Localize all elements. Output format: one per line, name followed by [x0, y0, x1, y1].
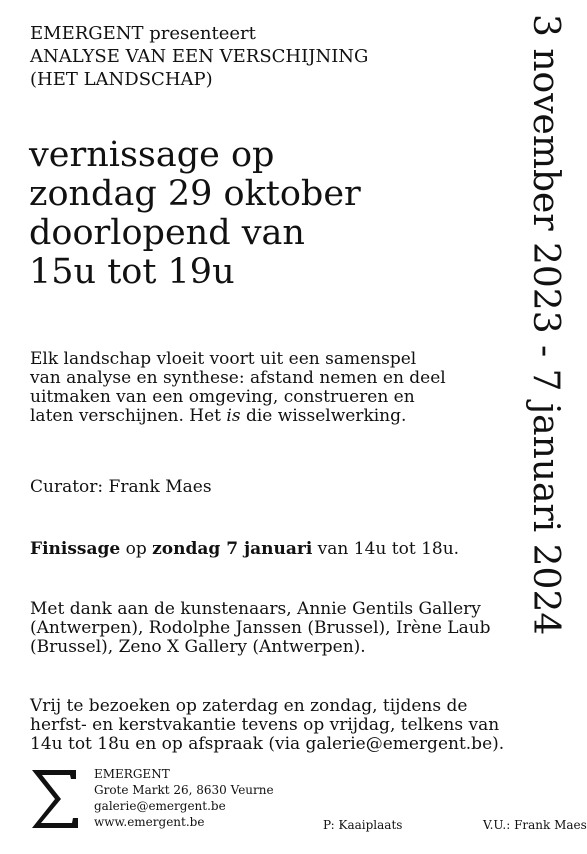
header — [30, 22, 368, 91]
footer-email[interactable]: galerie@emergent.be — [94, 799, 226, 813]
vernissage-line-3: doorlopend van — [29, 213, 305, 253]
finissage-label: Finissage — [30, 539, 121, 559]
footer-address: Grote Markt 26, 8630 Veurne — [94, 783, 274, 797]
intro-line-4-start: laten verschijnen. Het — [30, 406, 227, 426]
curator-credit: Curator: Frank Maes — [30, 477, 212, 497]
intro-line-4-end: die wisselwerking. — [240, 406, 407, 426]
presenter-line: EMERGENT presenteert — [30, 23, 256, 44]
finissage-info — [30, 540, 459, 559]
visit-line-3: 14u tot 18u en op afspraak (via galerie@emergent.be). — [30, 734, 505, 754]
footer-contact — [94, 766, 274, 830]
intro-line-1: Elk landschap vloeit voort uit een samenspel — [30, 349, 417, 369]
visit-line-2: herfst- en kerstvakantie tevens op vrijdag, telkens van — [30, 715, 500, 735]
vertical-dates: 3 november 2023 - 7 januari 2024 — [525, 14, 566, 636]
intro-line-2: van analyse en synthese: afstand nemen en deel — [30, 368, 446, 388]
intro-paragraph — [30, 350, 446, 426]
vernissage-heading — [29, 136, 361, 292]
thanks-line-1: Met dank aan de kunstenaars, Annie Gentils Gallery — [30, 599, 481, 619]
vernissage-line-1: vernissage op — [29, 135, 275, 175]
visit-paragraph — [30, 697, 504, 754]
thanks-line-3: (Brussel), Zeno X Gallery (Antwerpen). — [30, 637, 366, 657]
vernissage-line-4: 15u tot 19u — [29, 252, 235, 292]
printer-credit: P: Kaaiplaats — [323, 818, 403, 832]
intro-emphasis: is — [226, 406, 241, 426]
visit-line-1: Vrij te bezoeken op zaterdag en zondag, tijdens de — [30, 696, 468, 716]
intro-line-3: uitmaken van een omgeving, construeren en — [30, 387, 415, 407]
sigma-logo-icon — [30, 768, 80, 830]
finissage-text-1: op — [120, 539, 153, 559]
thanks-paragraph — [30, 600, 491, 657]
footer-website[interactable]: www.emergent.be — [94, 815, 205, 829]
responsible-publisher: V.U.: Frank Maes — [483, 818, 587, 832]
thanks-line-2: (Antwerpen), Rodolphe Janssen (Brussel), Irène Laub — [30, 618, 491, 638]
footer-name: EMERGENT — [94, 767, 170, 781]
exhibition-title: ANALYSE VAN EEN VERSCHIJNING — [30, 46, 369, 67]
intro-line-4 — [30, 407, 446, 426]
finissage-date: zondag 7 januari — [152, 539, 313, 559]
finissage-text-2: van 14u tot 18u. — [312, 539, 460, 559]
vernissage-line-2: zondag 29 oktober — [29, 174, 361, 214]
exhibition-subtitle: (HET LANDSCHAP) — [30, 69, 213, 90]
